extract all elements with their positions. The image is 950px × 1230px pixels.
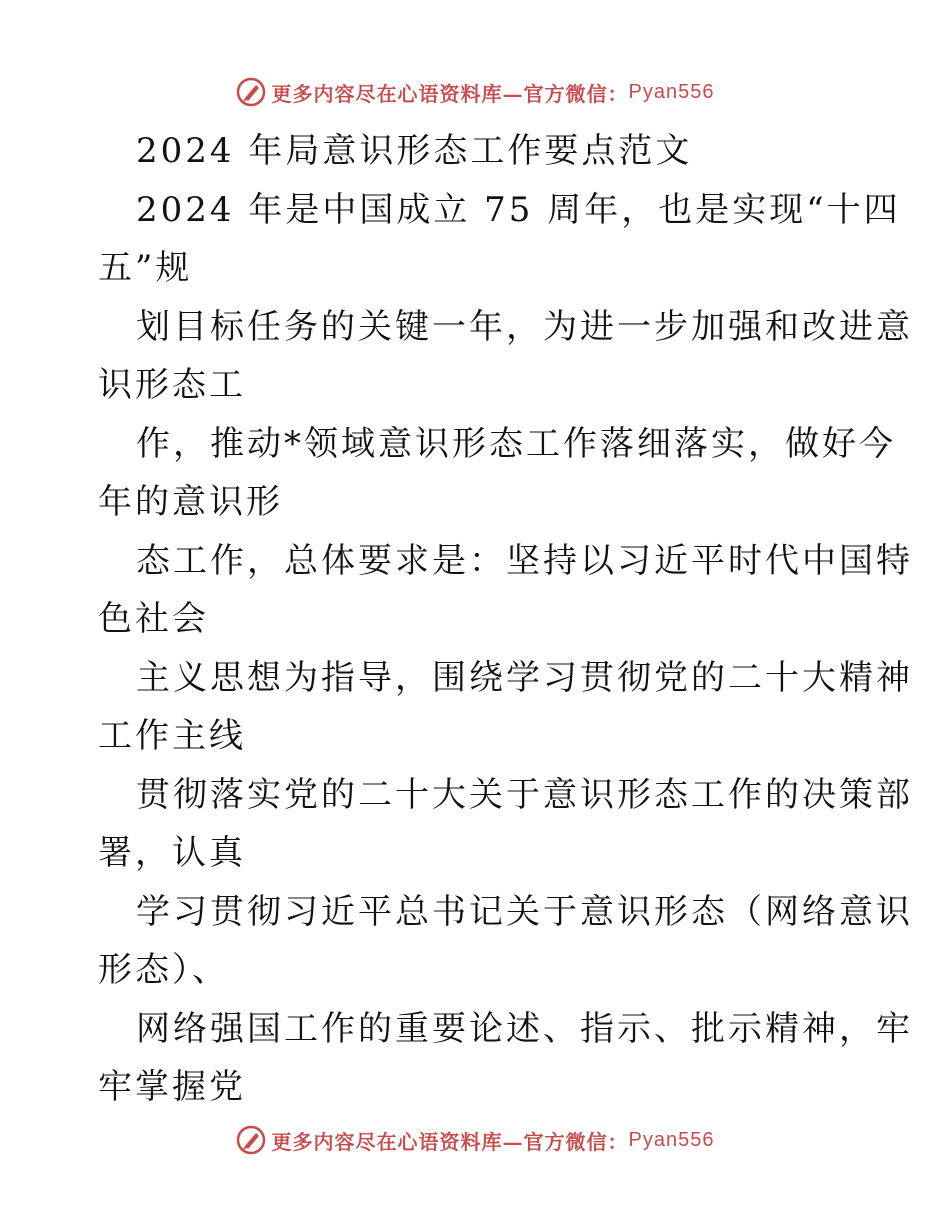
body-line: 贯彻落实党的二十大关于意识形态工作的决策部 [136, 774, 913, 815]
header-watermark-text: 更多内容尽在心语资料库—官方微信： [271, 81, 629, 106]
body-line: 形态）、 [98, 950, 229, 990]
body-line: 工作主线 [98, 716, 246, 756]
pen-logo-icon [236, 1125, 266, 1155]
body-line: 色社会 [98, 599, 209, 639]
pen-logo-icon [236, 77, 266, 107]
body-line: 署，认真 [98, 833, 246, 873]
body-line: 作，推动*领域意识形态工作落细落实，做好今 [136, 423, 896, 464]
document-body [98, 122, 913, 1117]
body-line: 学习贯彻习近平总书记关于意识形态（网络意识 [136, 891, 913, 932]
body-line: 五”规 [98, 248, 193, 288]
footer-watermark [0, 1120, 950, 1160]
body-line: 牢掌握党 [98, 1067, 246, 1107]
body-line: 网络强国工作的重要论述、指示、批示精神，牢 [136, 1008, 913, 1049]
body-line: 识形态工 [98, 365, 246, 405]
footer-watermark-text: 更多内容尽在心语资料库—官方微信： [271, 1129, 629, 1154]
footer-watermark-id: Pyan556 [628, 1128, 715, 1151]
header-watermark-id: Pyan556 [628, 80, 715, 103]
body-line: 2024 年是中国成立 75 周年，也是实现“十四 [136, 189, 901, 230]
body-line: 主义思想为指导，围绕学习贯彻党的二十大精神 [136, 657, 913, 698]
header-watermark [0, 72, 950, 112]
document-title: 2024 年局意识形态工作要点范文 [136, 131, 693, 171]
body-line: 态工作，总体要求是：坚持以习近平时代中国特 [136, 540, 913, 581]
body-line: 划目标任务的关键一年，为进一步加强和改进意 [136, 306, 913, 347]
body-line: 年的意识形 [98, 482, 283, 522]
